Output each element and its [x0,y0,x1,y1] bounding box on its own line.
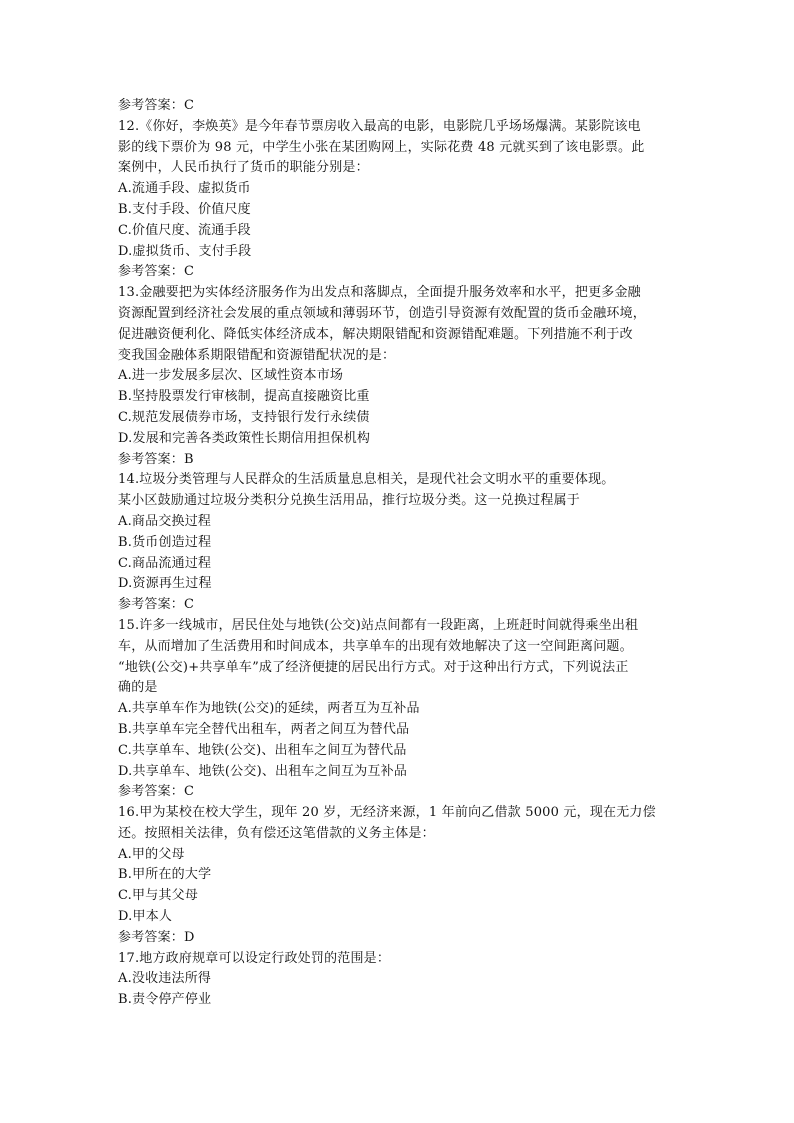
question-13-text: 资源配置到经济社会发展的重点领域和薄弱环节，创造引导资源有效配置的货币金融环境， [118,305,647,321]
question-13-text: 13.金融要把为实体经济服务作为出发点和落脚点，全面提升服务效率和水平，把更多金融 [118,285,641,301]
option-line: C.价值尺度、流通手段 [118,222,251,238]
option-line: D.虚拟货币、支付手段 [118,243,252,259]
question-12-text: 12.《你好，李焕英》是今年春节票房收入最高的电影，电影院几乎场场爆满。某影院该电 [118,118,641,134]
question-15-text: 车，从而增加了生活费用和时间成本，共享单车的出现有效地解决了这一空间距离问题。 [118,638,633,654]
question-15-text: 确的是 [118,680,158,696]
option-line: C.甲与其父母 [118,888,199,904]
option-line: C.商品流通过程 [118,555,212,571]
question-16-text: 16.甲为某校在校大学生，现年 20 岁，无经济来源，1 年前向乙借款 5000 元，现在无力偿 [118,805,656,821]
option-line: C.共享单车、地铁(公交)、出租车之间互为替代品 [118,742,407,758]
option-line: B.坚持股票发行审核制，提高直接融资比重 [118,389,370,405]
question-12-text: 案例中，人民币执行了货币的职能分别是： [118,160,369,176]
answer-line: 参考答案：C [118,98,195,113]
option-line: D.共享单车、地铁(公交)、出租车之间互为互补品 [118,763,408,779]
answer-line: 参考答案：C [118,784,195,800]
question-12-text: 影的线下票价为 98 元，中学生小张在某团购网上，实际花费 48 元就买到了该电影票。此 [118,139,645,155]
option-line: D.甲本人 [118,909,173,925]
answer-line: 参考答案：D [118,929,195,945]
option-line: A.共享单车作为地铁(公交)的延续，两者互为互补品 [118,701,420,717]
answer-line: 参考答案：C [118,597,195,613]
question-13-text: 变我国金融体系期限错配和资源错配状况的是： [118,347,396,363]
question-14-text: 14.垃圾分类管理与人民群众的生活质量息息相关，是现代社会文明水平的重要体现。 [118,472,615,488]
option-line: B.甲所在的大学 [118,867,212,883]
option-line: D.资源再生过程 [118,576,212,592]
question-15-text: “地铁(公交)+共享单车”成了经济便捷的居民出行方式。对于这种出行方式，下列说法正 [118,659,629,675]
answer-line: 参考答案：B [118,451,194,467]
question-14-text: 某小区鼓励通过垃圾分类积分兑换生活用品，推行垃圾分类。这一兑换过程属于 [118,493,581,509]
option-line: A.流通手段、虚拟货币 [118,181,251,197]
answer-line: 参考答案：C [118,264,195,280]
option-line: B.支付手段、价值尺度 [118,201,251,217]
option-line: A.甲的父母 [118,846,185,862]
option-line: B.责令停产停业 [118,992,212,1008]
option-line: D.发展和完善各类政策性长期信用担保机构 [118,430,371,446]
option-line: B.共享单车完全替代出租车，两者之间互为替代品 [118,721,410,737]
question-17-text: 17.地方政府规章可以设定行政处罚的范围是： [118,950,391,966]
question-13-text: 促进融资便利化、降低实体经济成本，解决期限错配和资源错配难题。下列措施不利于改 [118,326,633,342]
question-16-text: 还。按照相关法律，负有偿还这笔借款的义务主体是： [118,825,435,841]
option-line: A.进一步发展多层次、区域性资本市场 [118,368,344,384]
option-line: B.货币创造过程 [118,534,212,550]
option-line: A.没收违法所得 [118,971,212,987]
option-line: C.规范发展债券市场，支持银行发行永续债 [118,409,370,425]
question-15-text: 15.许多一线城市，居民住处与地铁(公交)站点间都有一段距离，上班赶时间就得乘坐出租 [118,617,639,633]
option-line: A.商品交换过程 [118,513,212,529]
document-body [118,96,678,1011]
